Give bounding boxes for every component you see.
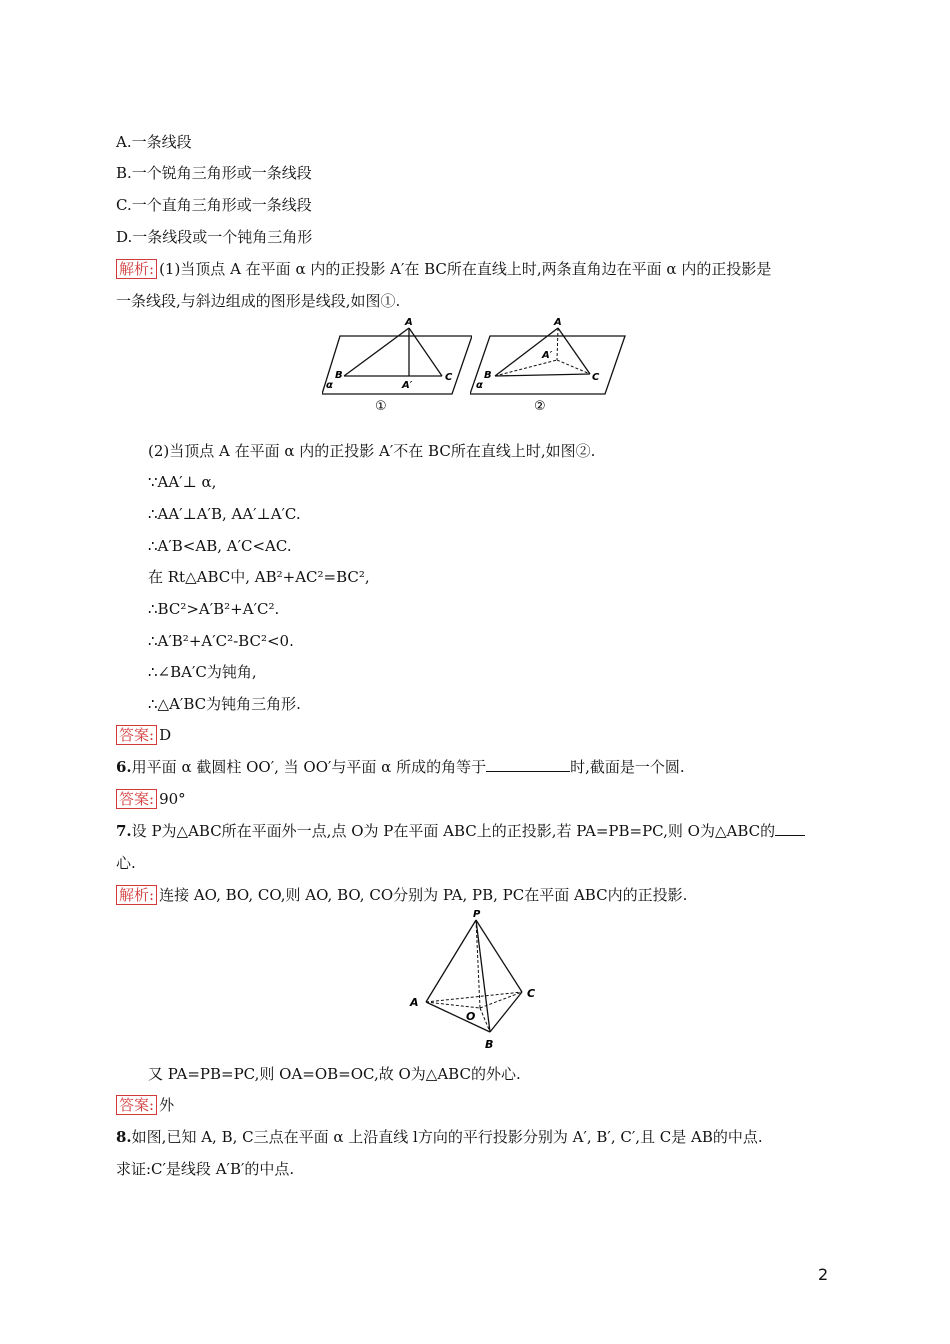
figure-pyramid	[406, 906, 546, 1052]
q5-analysis-text: (1)当顶点 A 在平面 α 内的正投影 A′在 BC所在直线上时,两条直角边在平面 α 内的正投影是	[159, 260, 772, 278]
q8-question-line2: 求证:C′是线段 A′B′的中点.	[116, 1160, 295, 1178]
q7-number: 7.	[116, 822, 132, 840]
q5-answer-value: D	[159, 726, 172, 744]
answer-tag: 答案:	[116, 789, 157, 809]
q7-line1: 设 P为△ABC所在平面外一点,点 O为 P在平面 ABC上的正投影,若 PA=PB=PC,则 O为△ABC的	[131, 822, 776, 840]
fig2-label-c: C	[592, 372, 600, 383]
q7-question-line1	[116, 821, 805, 841]
fig2-label-alpha: α	[476, 380, 483, 391]
fig2-label-b: B	[484, 370, 492, 381]
fig3-label-b: B	[485, 1038, 494, 1051]
fig1-label-b: B	[335, 370, 343, 381]
q5-step: ∴∠BA′C为钝角,	[148, 663, 257, 681]
q6-text-before: 用平面 α 截圆柱 OO′, 当 OO′与平面 α 所成的角等于	[131, 758, 487, 776]
q5-step: ∴AA′⊥A′B, AA′⊥A′C.	[148, 505, 301, 523]
q6-number: 6.	[116, 758, 132, 776]
fig2-caption: ②	[534, 399, 546, 414]
fig1-label-aprime: A′	[402, 380, 413, 391]
option-a: A.一条线段	[116, 133, 192, 151]
fig2-label-aprime: A′	[542, 350, 553, 361]
q7-analysis-text: 连接 AO, BO, CO,则 AO, BO, CO分别为 PA, PB, PC在平面 ABC内的正投影.	[159, 886, 688, 904]
q7-answer	[116, 1095, 174, 1115]
q5-step: (2)当顶点 A 在平面 α 内的正投影 A′不在 BC所在直线上时,如图②.	[148, 442, 596, 460]
q5-step: ∵AA′⊥ α,	[148, 473, 217, 491]
q6-blank	[486, 757, 570, 772]
q6-question	[116, 757, 685, 777]
fig3-label-p: P	[473, 909, 481, 920]
fig1-label-a: A	[405, 317, 413, 328]
page-number: 2	[818, 1265, 829, 1284]
q6-answer	[116, 789, 186, 809]
option-b: B.一个锐角三角形或一条线段	[116, 164, 312, 182]
q8-number: 8.	[116, 1128, 132, 1146]
analysis-tag: 解析:	[116, 259, 157, 279]
q5-analysis-line2: 一条线段,与斜边组成的图形是线段,如图①.	[116, 292, 401, 310]
q7-question-line2: 心.	[116, 854, 136, 872]
option-d: D.一条线段或一个钝角三角形	[116, 228, 313, 246]
q8-line1: 如图,已知 A, B, C三点在平面 α 上沿直线 l方向的平行投影分别为 A′, B′, C′,且 C是 AB的中点.	[131, 1128, 763, 1146]
q7-analysis	[116, 885, 687, 905]
q7-conclusion: 又 PA=PB=PC,则 OA=OB=OC,故 O为△ABC的外心.	[148, 1065, 521, 1083]
answer-tag: 答案:	[116, 725, 157, 745]
option-c: C.一个直角三角形或一条线段	[116, 196, 312, 214]
q6-text-after: 时,截面是一个圆.	[570, 758, 685, 776]
fig1-caption: ①	[375, 399, 387, 414]
figure-1	[322, 314, 472, 414]
q5-answer	[116, 725, 171, 745]
q5-step: ∴△A′BC为钝角三角形.	[148, 695, 301, 713]
fig2-label-a: A	[554, 317, 562, 328]
fig1-label-alpha: α	[326, 380, 333, 391]
analysis-tag: 解析:	[116, 885, 157, 905]
q5-step: 在 Rt△ABC中, AB²+AC²=BC²,	[148, 568, 370, 586]
q5-step: ∴BC²>A′B²+A′C².	[148, 600, 280, 618]
fig3-label-a: A	[410, 996, 419, 1009]
answer-tag: 答案:	[116, 1095, 157, 1115]
q7-answer-value: 外	[159, 1096, 175, 1114]
q8-question-line1	[116, 1127, 763, 1147]
q5-step: ∴A′B²+A′C²-BC²<0.	[148, 632, 294, 650]
fig1-label-c: C	[445, 372, 453, 383]
q7-blank	[775, 821, 805, 836]
fig3-label-o: O	[466, 1010, 476, 1023]
q5-analysis-line1	[116, 259, 771, 279]
q5-step: ∴A′B<AB, A′C<AC.	[148, 537, 292, 555]
figure-2	[470, 314, 630, 414]
fig3-label-c: C	[527, 987, 536, 1000]
q6-answer-value: 90°	[159, 790, 186, 808]
